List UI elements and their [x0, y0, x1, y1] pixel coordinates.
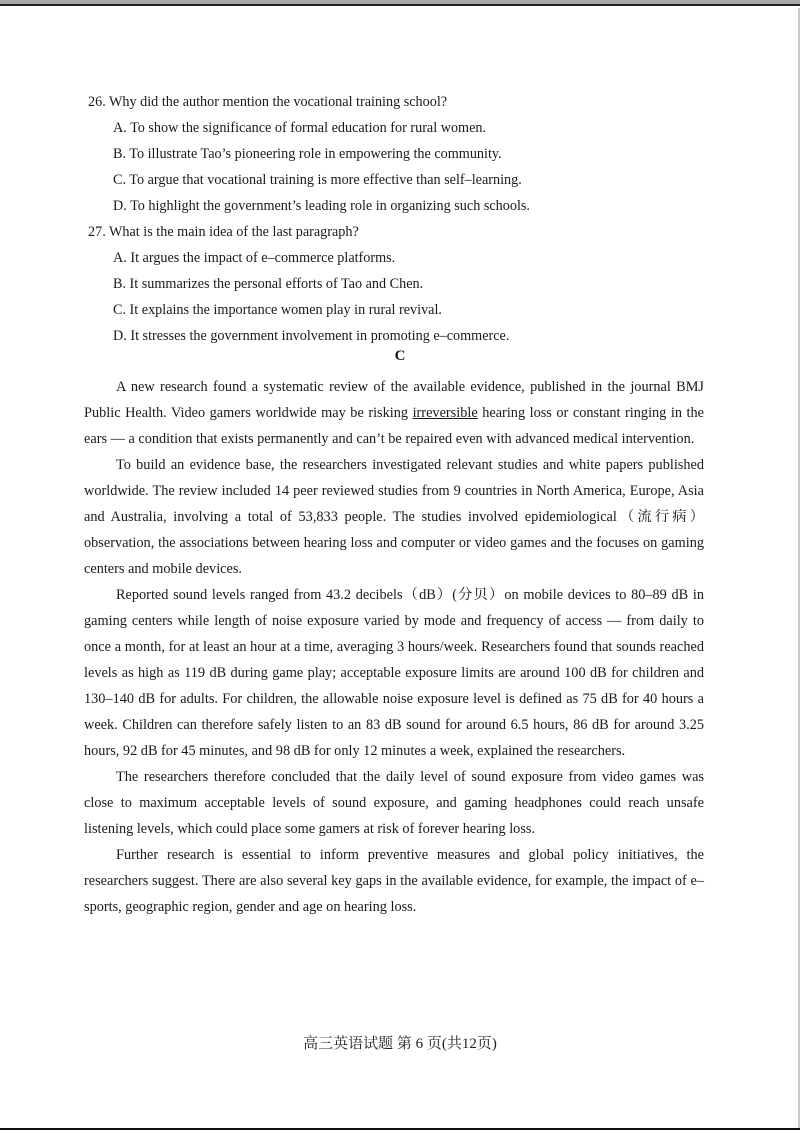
- paragraph-2: To build an evidence base, the researchers investigated relevant studies and white papers published worldwide. The review included 14 peer reviewed studies from 9 countries in North America, Europe, Asia and Australia, involving a total of 53,833 people. The studies involved epidemiological（流行病）observation, the associations between hearing loss and computer or video games and the focuses on gaming centers and mobile devices.: [84, 457, 704, 577]
- option-c: C. To argue that vocational training is more effective than self–learning.: [113, 172, 522, 188]
- section-heading: C: [394, 348, 406, 364]
- option-c: C. It explains the importance women play in rural revival.: [113, 302, 442, 318]
- question-26: [88, 89, 708, 219]
- option-d: D. To highlight the government’s leading role in organizing such schools.: [113, 198, 530, 214]
- question-list: [88, 89, 708, 349]
- paragraph-text: hearing loss or constant ringing in the ears — a condition that exists permanently and can’t be repaired even with advanced medical intervention.: [84, 405, 704, 447]
- question-stem: 26. Why did the author mention the vocational training school?: [88, 94, 448, 110]
- option-a: A. To show the significance of formal education for rural women.: [113, 120, 487, 136]
- option-b: B. To illustrate Tao’s pioneering role in empowering the community.: [113, 146, 502, 162]
- paragraph-text: A new research found a systematic review of the available evidence, published in the journal BMJ Public Health. Video gamers worldwide may be risking: [84, 379, 704, 421]
- question-27: [88, 219, 708, 349]
- page-top-border: [0, 4, 800, 6]
- paragraph-3: Reported sound levels ranged from 43.2 decibels（dB）(分贝）on mobile devices to 80–89 dB in gaming centers while length of noise exposure varied by mode and frequency of access — from daily to once a month, for at least an hour at a time, averaging 3 hours/week. Researchers found that sounds reached levels as high as 119 dB during game play; acceptable exposure limits are around 100 dB for children and 130–140 dB for adults. For children, the allowable noise exposure level is defined as 75 dB for 40 hours a week. Children can therefore safely listen to an 83 dB sound for around 6.5 hours, 86 dB for around 3.25 hours, 92 dB for 45 minutes, and 98 dB for only 12 minutes a week, explained the researchers.: [84, 587, 704, 759]
- paragraph-1: [84, 374, 704, 452]
- reading-passage: [84, 374, 704, 920]
- option-b: B. It summarizes the personal efforts of Tao and Chen.: [113, 276, 424, 292]
- option-a: A. It argues the impact of e–commerce platforms.: [113, 250, 396, 266]
- question-stem: 27. What is the main idea of the last paragraph?: [88, 224, 359, 240]
- underlined-word: irreversible: [412, 405, 478, 421]
- option-d: D. It stresses the government involvement in promoting e–commerce.: [113, 328, 510, 344]
- page-footer: 高三英语试题 第 6 页(共12页): [303, 1036, 497, 1052]
- paragraph-4: The researchers therefore concluded that the daily level of sound exposure from video games was close to maximum acceptable levels of sound exposure, and gaming headphones could reach unsafe listening levels, which could place some gamers at risk of forever hearing loss.: [84, 769, 704, 837]
- paragraph-5: Further research is essential to inform preventive measures and global policy initiatives, the researchers suggest. There are also several key gaps in the available evidence, for example, the impact of e–sports, geographic region, gender and age on hearing loss.: [84, 847, 704, 915]
